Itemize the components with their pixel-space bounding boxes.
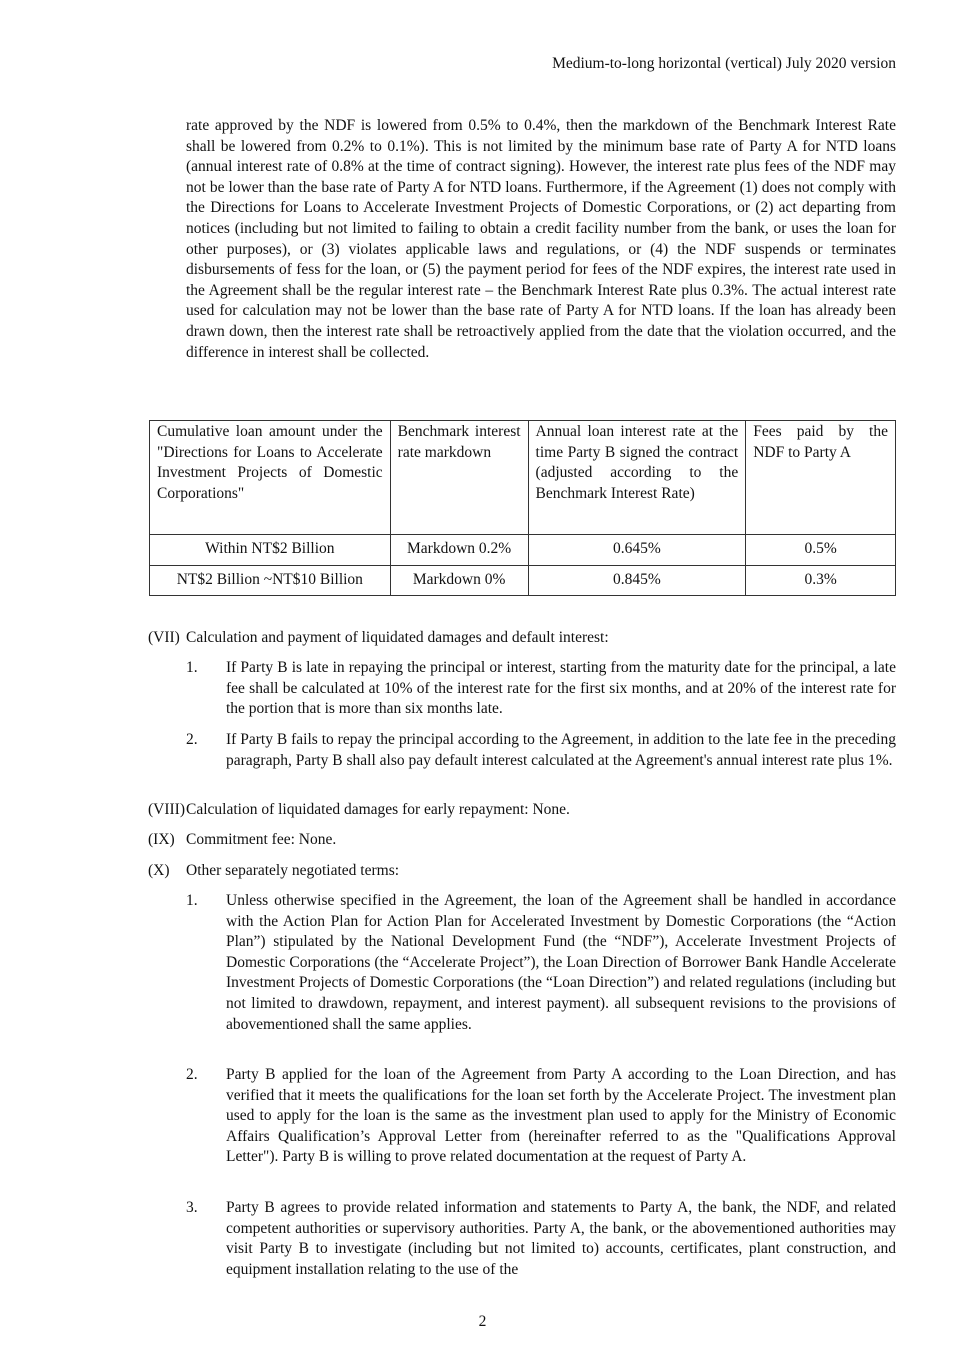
header-cumulative-loan-amount: Cumulative loan amount under the "Directions for Loans to Accelerate Investment Projects of Domestic Corporations" <box>150 421 391 535</box>
cell-markdown: Markdown 0% <box>390 565 528 596</box>
table-row <box>150 535 896 566</box>
table-header-row <box>150 421 896 535</box>
section-vii-heading <box>148 628 896 649</box>
page-number: 2 <box>478 1313 487 1330</box>
cell-interest-rate: 0.845% <box>528 565 746 596</box>
list-item-number: 2. <box>186 731 198 748</box>
section-viii-label: (VIII) <box>148 801 186 818</box>
list-item-number: 2. <box>186 1066 198 1083</box>
list-item-text: Unless otherwise specified in the Agreement, the loan of the Agreement shall be handled in accordance with the Action Plan for Action Plan for Accelerated Investment by Domestic Corporations (the “Action Plan”) stipulated by the National Development Fund (the “NDF”), Accelerate Investment Projects of Domestic Corporations (the “Accelerate Project”), the Loan Direction of Borrower Bank Handle Accelerate Investment Projects of Domestic Corporations (the “Loan Direction”) and related regulations (including but not limited to drawdown, repayment, and interest payment). all subsequent revisions to the provisions of abovementioned shall the same applies. <box>226 892 896 1033</box>
section-ix-label: (IX) <box>148 831 175 848</box>
list-item <box>186 658 896 720</box>
cell-loan-amount: Within NT$2 Billion <box>150 535 391 566</box>
list-item-text: Party B agrees to provide related information and statements to Party A, the bank, the NDF, and related competent authorities or supervisory authorities. Party A, the bank, or the abovementioned authorities may visit Party B to investigate (including but not limited to) accounts, certificates, plant construction, and equipment installation relating to the use of the <box>226 1199 896 1278</box>
section-x-label: (X) <box>148 862 170 879</box>
loan-rate-table <box>149 420 896 596</box>
cell-markdown: Markdown 0.2% <box>390 535 528 566</box>
cell-fee: 0.5% <box>746 535 896 566</box>
section-viii-text: Calculation of liquidated damages for early repayment: None. <box>186 801 570 818</box>
list-item-text: If Party B is late in repaying the principal or interest, starting from the maturity date for the principal, a late fee shall be calculated at 10% of the interest rate for the first six months, and at 20% of the interest rate for the portion that is more than six months late. <box>226 659 896 718</box>
section-viii <box>148 800 896 821</box>
list-item-text: Party B applied for the loan of the Agreement from Party A according to the Loan Direction, and has verified that it meets the qualifications for the loan set forth by the Accelerate Project. The investment plan used to apply for the loan is the same as the investment plan used to apply for the Ministry of Economic Affairs Qualification’s Approval Letter from (hereinafter referred to as the "Qualifications Approval Letter"). Party B is willing to prove related documentation at the request of Party A. <box>226 1066 896 1166</box>
list-item <box>186 1198 896 1280</box>
header-annual-interest-rate: Annual loan interest rate at the time Party B signed the contract (adjusted according to the Benchmark Interest Rate) <box>528 421 746 535</box>
section-ix-text: Commitment fee: None. <box>186 831 337 848</box>
list-item-text: If Party B fails to repay the principal according to the Agreement, in addition to the late fee in the preceding paragraph, Party B shall also pay default interest calculated at the Agreement's annual interest rate plus 1%. <box>226 731 896 769</box>
cell-loan-amount: NT$2 Billion ~NT$10 Billion <box>150 565 391 596</box>
cell-fee: 0.3% <box>746 565 896 596</box>
list-item-number: 1. <box>186 659 198 676</box>
list-item <box>186 891 896 1035</box>
section-vii-label: (VII) <box>148 629 180 646</box>
section-ix <box>148 830 896 851</box>
header-ndf-fees: Fees paid by the NDF to Party A <box>746 421 896 535</box>
cell-interest-rate: 0.645% <box>528 535 746 566</box>
document-version-header: Medium-to-long horizontal (vertical) July 2020 version <box>552 55 896 72</box>
header-benchmark-markdown: Benchmark interest rate markdown <box>390 421 528 535</box>
list-item-number: 1. <box>186 892 198 909</box>
section-x-heading <box>148 861 896 882</box>
section-x-title: Other separately negotiated terms: <box>186 862 400 879</box>
interest-rate-paragraph: rate approved by the NDF is lowered from 0.5% to 0.4%, then the markdown of the Benchmark Interest Rate shall be lowered from 0.2% to 0.1%). This is not limited by the minimum base rate of Party A for NTD loans (annual interest rate of 0.8% at the time of contract signing). However, the interest rate plus fees of the NDF may not be lower than the base rate of Party A for NTD loans. Furthermore, if the Agreement (1) does not comply with the Directions for Loans to Accelerate Investment Projects of Domestic Corporations, or (2) act departing from notices (including but not limited to failing to obtain a credit facility number from the bank, or uses the loan for other purposes), or (3) violates applicable laws and regulations, or (4) the NDF suspends or terminates disbursements of fess for the loan, or (5) the payment period for fees of the NDF expires, the interest rate used in the Agreement shall be the regular interest rate – the Benchmark Interest Rate plus 0.3%. The actual interest rate used for calculation may not be lower than the base rate of Party A for NTD loans. If the loan has already been drawn down, then the interest rate shall be retroactively applied from the date that the violation occurred, and the difference in interest shall be collected. <box>186 117 896 361</box>
list-item <box>186 1065 896 1168</box>
list-item-number: 3. <box>186 1199 198 1216</box>
table-row <box>150 565 896 596</box>
section-vii-title: Calculation and payment of liquidated damages and default interest: <box>186 629 609 646</box>
list-item <box>186 730 896 771</box>
